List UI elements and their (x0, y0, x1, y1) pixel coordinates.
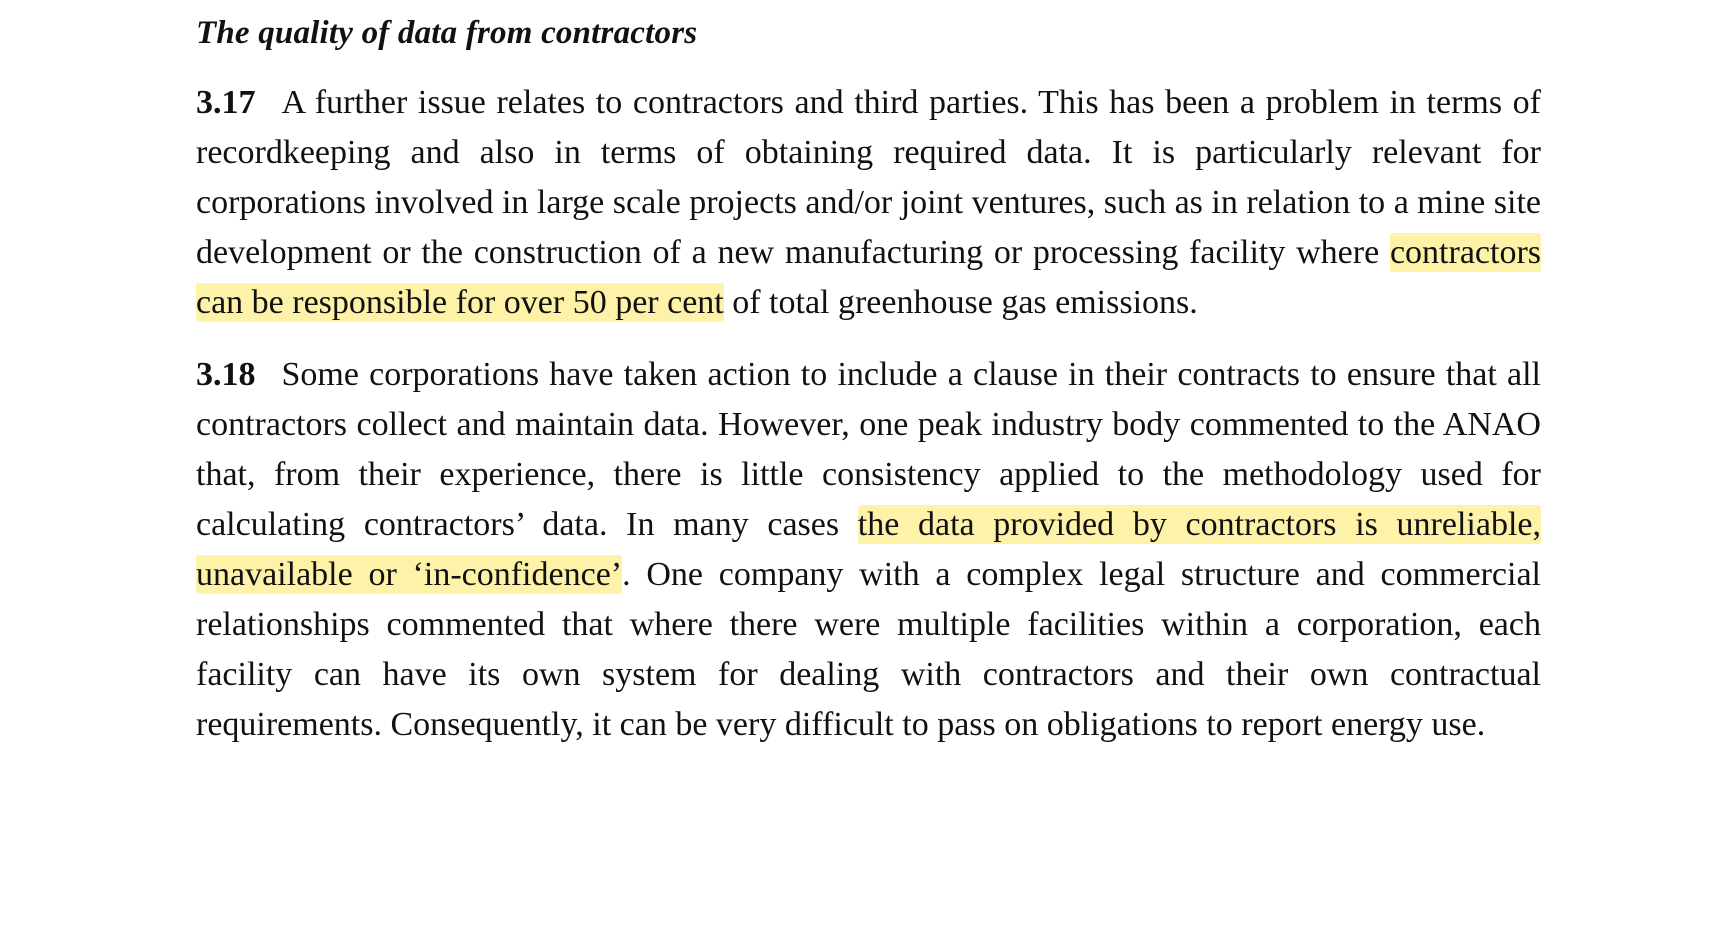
paragraph-number: 3.18 (196, 355, 256, 393)
highlighted-text-segment: contractors can be responsible for over 50 per cent (196, 233, 1541, 321)
paragraph-text-segment: of total greenhouse gas emissions. (723, 283, 1198, 321)
paragraph-text-segment: Some corporations have taken action to include a clause in their contracts to ensure that all contractors collect and maintain data. However, one peak industry body commented to the ANAO that, from their experience, there is little consistency applied to the methodology used for calculating contractors’ data. In many cases (196, 355, 1541, 543)
paragraph-3-17 (196, 78, 1541, 328)
paragraph-number: 3.17 (196, 83, 256, 121)
document-content (196, 14, 1541, 750)
section-heading: The quality of data from contractors (196, 15, 698, 51)
highlighted-text-segment: the data provided by contractors is unreliable, unavailable or ‘in-confidence’ (196, 505, 1541, 593)
paragraph-text-segment: A further issue relates to contractors and third parties. This has been a problem in terms of recordkeeping and also in terms of obtaining required data. It is particularly relevant for corporations involved in large scale projects and/or joint ventures, such as in relation to a mine site development or the construction of a new manufacturing or processing facility where (196, 83, 1541, 271)
paragraph-3-18 (196, 350, 1541, 750)
paragraph-text-segment: . One company with a complex legal structure and commercial relationships commented that where there were multiple facilities within a corporation, each facility can have its own system for dealing with contractors and their own contractual requirements. Consequently, it can be very difficult to pass on obligations to report energy use. (196, 555, 1541, 743)
